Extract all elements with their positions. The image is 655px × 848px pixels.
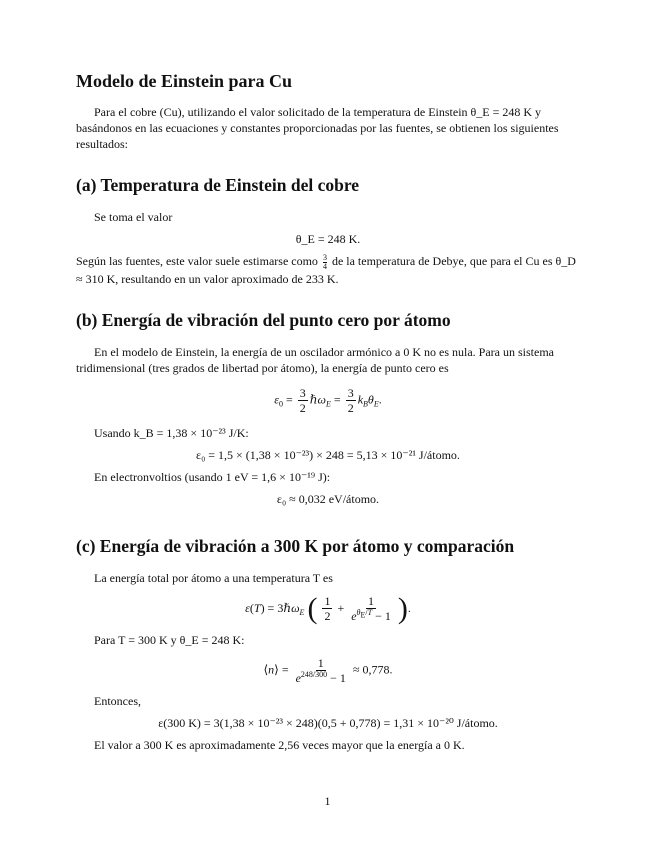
intro-paragraph: Para el cobre (Cu), utilizando el valor solicitado de la temperatura de Einstein θ_E = 248 K y basándonos en las ecuaciones y constantes proporcionadas por las fuentes, se obtienen los siguientes resultados: (76, 105, 559, 151)
zero-point-energy-equation: $\varepsilon_0$ = $\frac{3}{2}$ ℏω$_E$ = $\frac{3}{2}$ $k_B\theta_E$. (274, 385, 382, 415)
section-c-text2: Para T = 300 K y θ_E = 248 K: (94, 632, 245, 647)
section-a-text1: Se toma el valor (94, 210, 173, 224)
occupation-number-equation: ⟨n⟩ = $\frac{1}{e^{248/300} - 1}$ ≈ 0,778. (263, 655, 393, 685)
section-b-heading: (b) Energía de vibración del punto cero por átomo (76, 309, 451, 330)
section-b-text2: Usando k_B = 1,38 × 10⁻²³ J/K: (94, 425, 249, 440)
page-number: 1 (324, 794, 331, 808)
document-title: Modelo de Einstein para Cu (76, 71, 293, 91)
section-c-heading: (c) Energía de vibración a 300 K por átomo y comparación (76, 535, 515, 556)
section-c-text1: La energía total por átomo a una temperatura T es (94, 570, 333, 585)
section-c-equation3: ε(300 K) = 3(1,38 × 10⁻²³ × 248)(0,5 + 0,778) = 1,31 × 10⁻²⁰ J/átomo. (158, 715, 498, 730)
document-page (76, 70, 580, 753)
three-quarters-fraction: $\frac{3}{4}$ (322, 252, 327, 271)
section-a-heading: (a) Temperatura de Einstein del cobre (76, 175, 360, 195)
total-energy-equation: ε(T) = 3ℏω$_E$ ( $\frac{1}{2}$ + $\frac{1}{e^{\theta_E/T} - 1}$ ). (245, 591, 411, 625)
section-a-text2: Según las fuentes, este valor suele estimarse como $\frac{3}{4}$ de la temperatura de Debye, que para el Cu es θ_D ≈ 310 K, resultando en un valor aproximado de 233 K. (76, 252, 576, 286)
section-c-text4: El valor a 300 K es aproximadamente 2,56 veces mayor que la energía a 0 K. (94, 737, 465, 752)
section-a-equation: θ_E = 248 K. (295, 232, 361, 246)
section-c-text3: Entonces, (94, 693, 141, 708)
section-b-text3: En electronvoltios (usando 1 eV = 1,6 × 10⁻¹⁹ J): (94, 469, 331, 484)
section-b-text1: En el modelo de Einstein, la energía de un oscilador armónico a 0 K no es nula. Para un sistema tridimensional (tres grados de libertad por átomo), la energía de punto cero es (76, 344, 554, 375)
section-b-equation2: ε₀ = 1,5 × (1,38 × 10⁻²³) × 248 = 5,13 × 10⁻²¹ J/átomo. (196, 447, 460, 462)
section-b-equation3: ε₀ ≈ 0,032 eV/átomo. (276, 491, 380, 506)
